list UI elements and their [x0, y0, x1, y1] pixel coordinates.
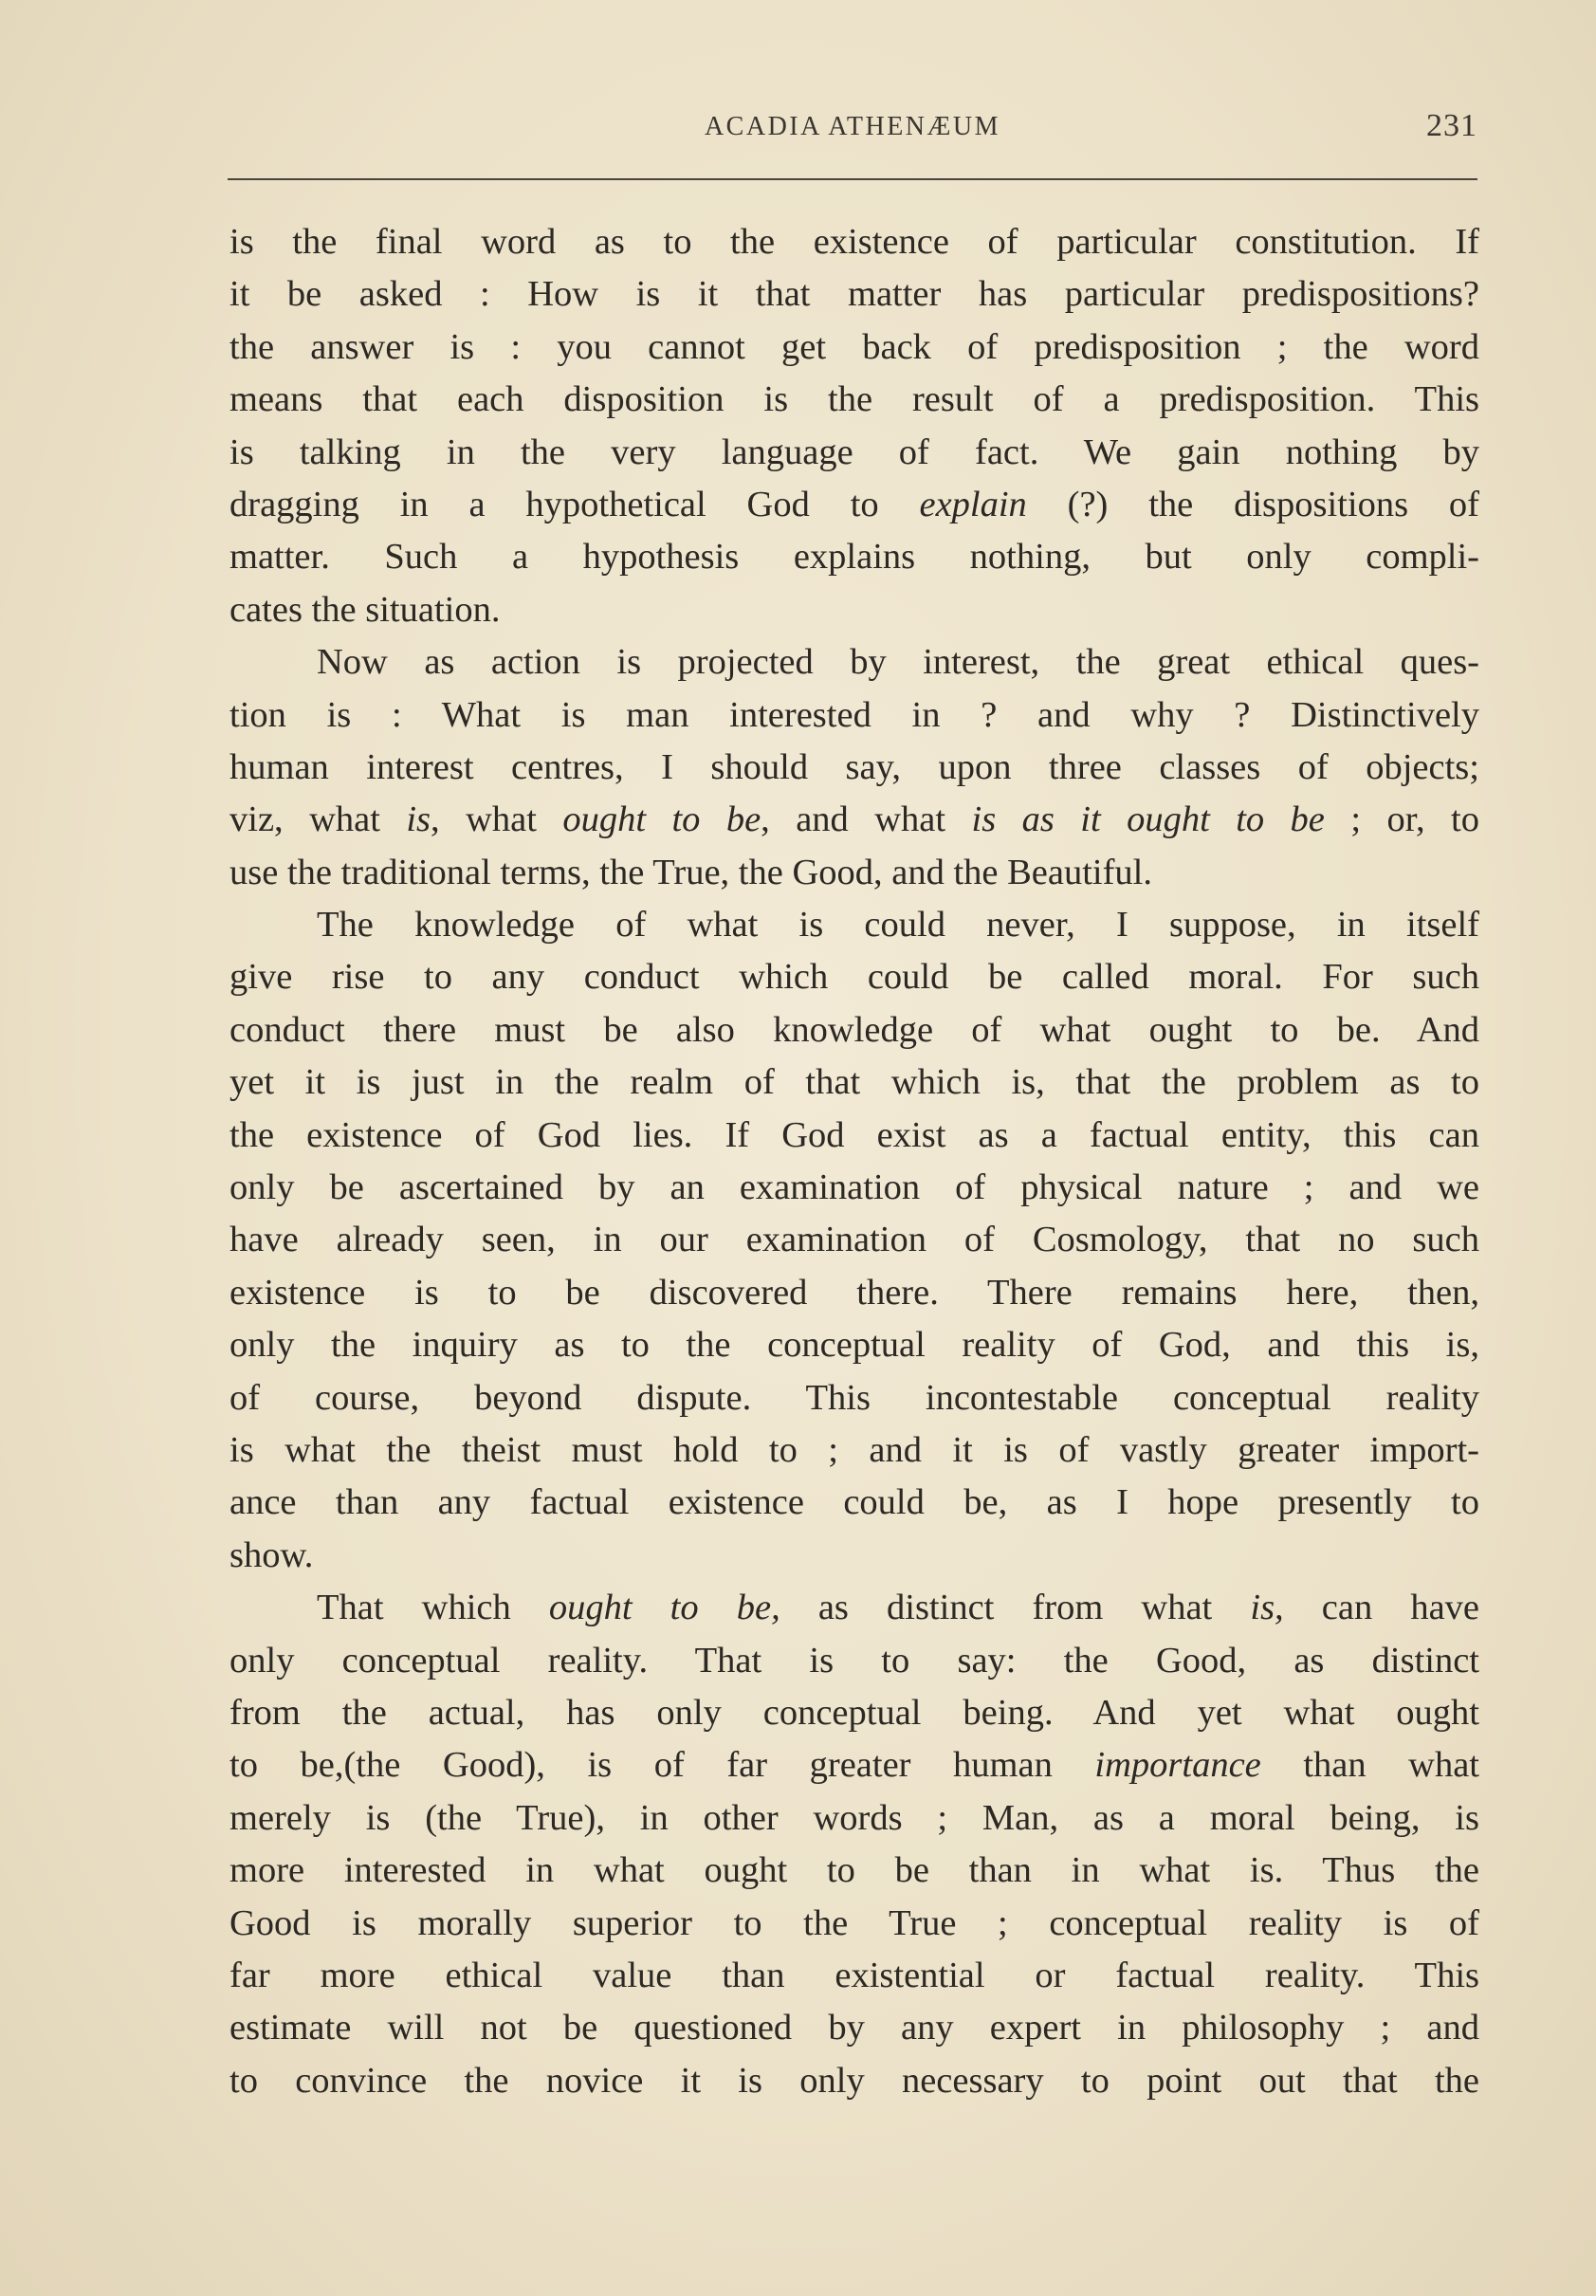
- text-run: as distinct from what: [780, 1588, 1251, 1628]
- text-line: tion is : What is man interested in ? and why ? Distinctively: [229, 694, 1479, 735]
- text-line: means that each disposition is the result of a predisposition. This: [229, 379, 1479, 420]
- text-run: That which: [317, 1588, 549, 1628]
- text-line: is talking in the very language of fact. We gain nothing by: [229, 432, 1479, 472]
- text-line: [229, 1582, 1479, 1634]
- header-rule: [228, 178, 1477, 180]
- italic-text: ought to be: [562, 799, 761, 840]
- italic-text: explain: [919, 484, 1027, 524]
- text-run: , what: [431, 799, 563, 840]
- text-line: conduct there must be also knowledge of what ought to be. And: [229, 1009, 1479, 1050]
- text-line: the answer is : you cannot get back of predisposition ; the word: [229, 326, 1479, 367]
- text-run: dragging in a hypothetical God to: [229, 484, 920, 524]
- text-line: merely is (the True), in other words ; Man, as a moral being, is: [229, 1797, 1479, 1838]
- text-run: viz, what: [229, 799, 407, 840]
- text-line: estimate will not be questioned by any expert in philosophy ; and: [229, 2008, 1479, 2048]
- running-title: ACADIA ATHENÆUM: [704, 112, 1001, 141]
- text-run: than what: [1260, 1745, 1479, 1786]
- text-run: , and what: [761, 799, 972, 840]
- text-line: only be ascertained by an examination of physical nature ; and we: [229, 1167, 1479, 1208]
- text-line: human interest centres, I should say, upon three classes of objects;: [229, 746, 1479, 787]
- text-line: only the inquiry as to the conceptual reality of God, and this is,: [229, 1325, 1479, 1366]
- page-header: [228, 108, 1477, 150]
- text-run: ; or, to: [1324, 799, 1479, 840]
- text-line: of course, beyond dispute. This incontestable conceptual reality: [229, 1377, 1479, 1418]
- text-line: far more ethical value than existential or factual reality. This: [229, 1955, 1479, 1995]
- text-line: more interested in what ought to be than in what is. Thus the: [229, 1850, 1479, 1891]
- text-line: existence is to be discovered there. There remains here, then,: [229, 1272, 1479, 1313]
- text-line: [229, 1739, 1479, 1791]
- italic-text: importance: [1094, 1745, 1261, 1786]
- text-line: have already seen, in our examination of Cosmology, that no such: [229, 1220, 1479, 1260]
- text-line: Good is morally superior to the True ; conceptual reality is of: [229, 1902, 1479, 1943]
- page-number: 231: [1426, 108, 1477, 143]
- text-line: from the actual, has only conceptual being. And yet what ought: [229, 1692, 1479, 1733]
- text-line: yet it is just in the realm of that which is, that the problem as to: [229, 1062, 1479, 1103]
- text-line: it be asked : How is it that matter has particular predispositions?: [229, 274, 1479, 315]
- body-text: [229, 216, 1479, 2107]
- italic-text: is as it ought to be: [971, 799, 1325, 840]
- text-run: (?) the dispositions of: [1026, 484, 1479, 524]
- text-line: [229, 479, 1479, 531]
- text-line: ance than any factual existence could be, as I hope presently to: [229, 1482, 1479, 1523]
- text-line: Now as action is projected by interest, the great ethical ques-: [317, 642, 1479, 683]
- text-line: give rise to any conduct which could be called moral. For such: [229, 957, 1479, 998]
- text-line: [229, 794, 1479, 846]
- text-line: use the traditional terms, the True, the Good, and the Beautiful.: [229, 852, 1153, 892]
- text-run: to be,(the Good), is of far greater human: [229, 1745, 1095, 1786]
- italic-text: is,: [1250, 1588, 1284, 1628]
- text-line: is the final word as to the existence of particular constitution. If: [229, 222, 1479, 262]
- italic-text: ought to be,: [548, 1588, 780, 1628]
- text-line: matter. Such a hypothesis explains nothing, but only compli-: [229, 537, 1479, 578]
- text-run: can have: [1283, 1588, 1480, 1628]
- text-line: show.: [229, 1534, 314, 1575]
- text-line: only conceptual reality. That is to say: the Good, as distinct: [229, 1640, 1479, 1681]
- text-line: The knowledge of what is could never, I suppose, in itself: [317, 905, 1479, 946]
- text-line: cates the situation.: [229, 589, 501, 630]
- text-line: the existence of God lies. If God exist as a factual entity, this can: [229, 1114, 1479, 1155]
- text-line: to convince the novice it is only necessary to point out that the: [229, 2060, 1479, 2101]
- text-line: is what the theist must hold to ; and it is of vastly greater import-: [229, 1429, 1479, 1470]
- italic-text: is: [406, 799, 431, 840]
